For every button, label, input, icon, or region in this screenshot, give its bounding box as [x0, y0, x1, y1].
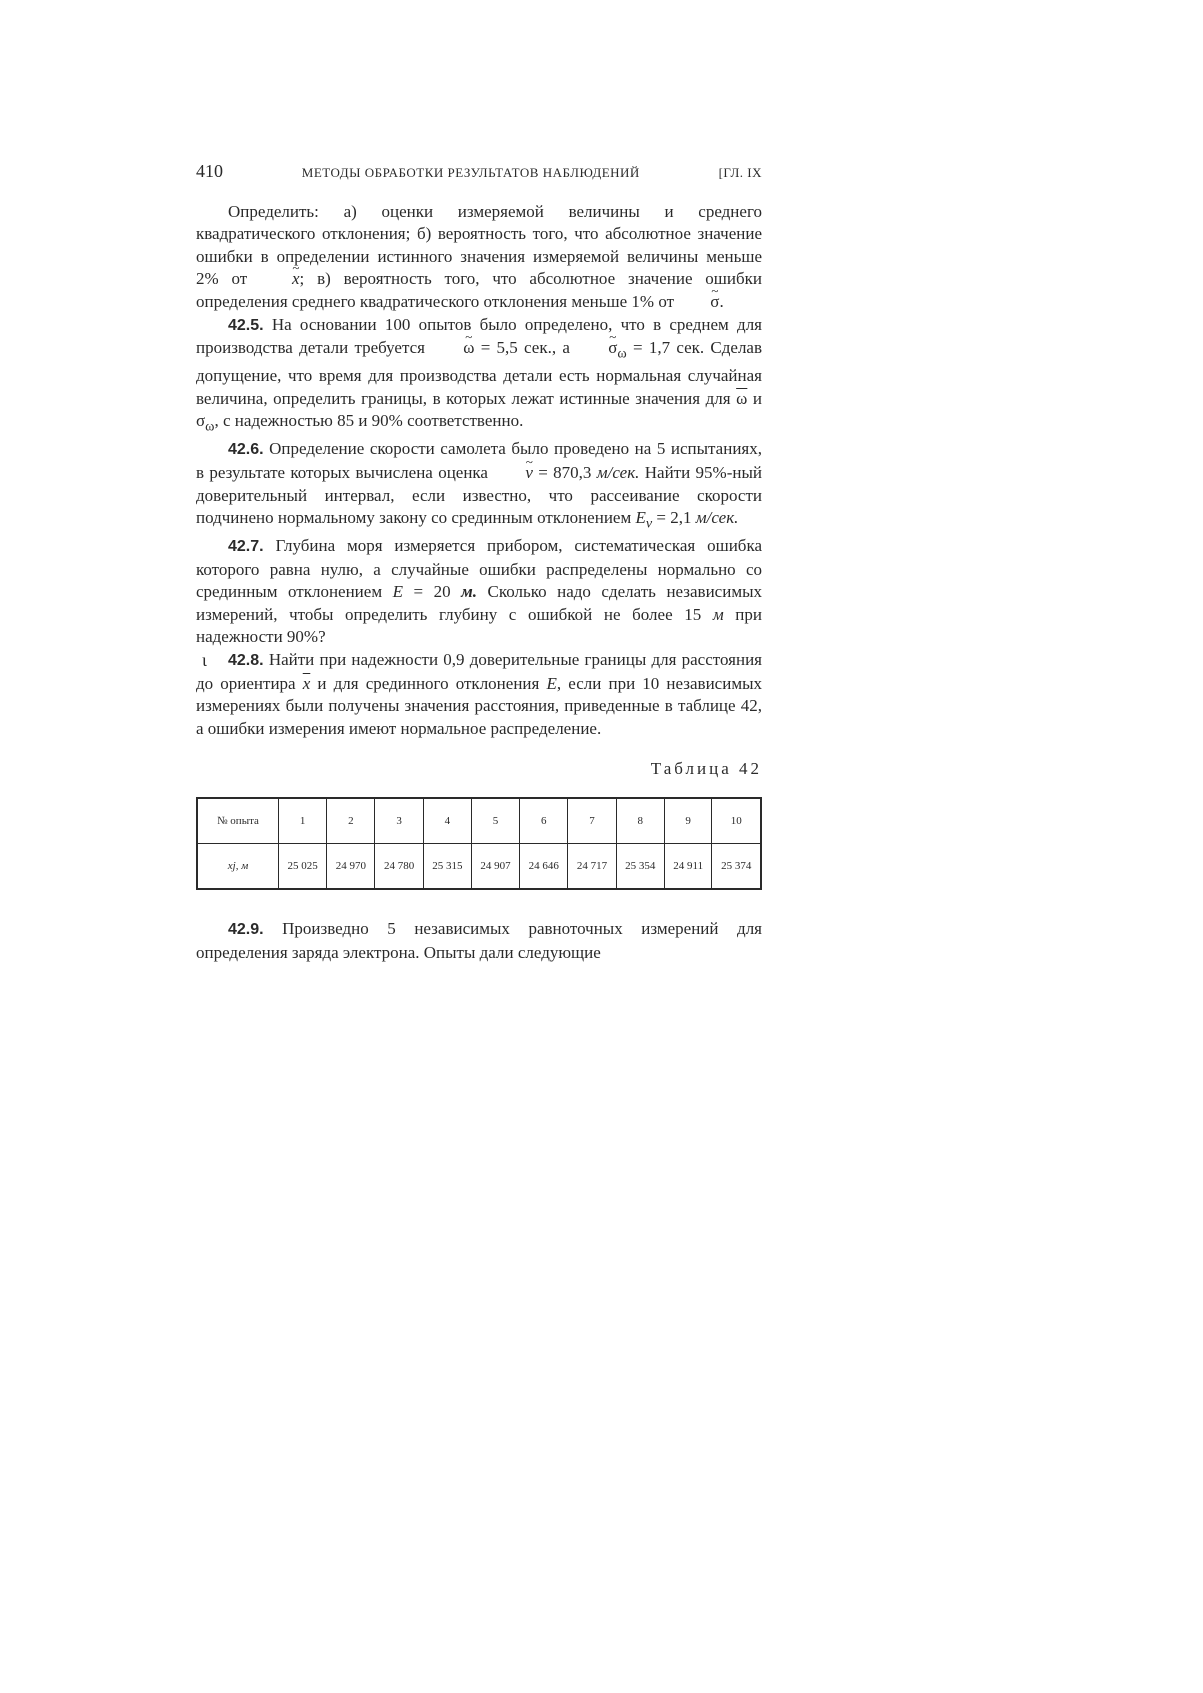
row-label: xj, м [197, 844, 279, 890]
e-symbol: E [392, 582, 403, 602]
problem-text: и для срединного отклонения [310, 673, 547, 693]
unit: м. [461, 582, 477, 602]
problem-text: Найти 95%-ный доверительный интервал, если известно, что рассеивание скорости подчинено нормальному закону со срединным отклонением [196, 462, 762, 528]
subscript: ω [617, 345, 627, 362]
problem-number: 42.5. [228, 316, 264, 334]
table-caption: Таблица 42 [650, 759, 762, 779]
problem-42-7 [196, 535, 762, 649]
intro-text-2: ; в) вероятность того, что абсолютное значение ошибки определения среднего квадратического отклонения меньше 1% от [196, 269, 763, 311]
table-cell: 7 [568, 798, 616, 844]
table-row-values [197, 844, 761, 890]
problem-42-5 [196, 314, 762, 439]
problem-text: На основании 100 опытов было определено, что в среднем для производства детали требуется [196, 314, 762, 358]
e-symbol: E [635, 508, 646, 528]
omega-estimate-symbol: ~ ω [431, 337, 474, 360]
omega-bar-symbol: $\overline{\omega}$ [736, 388, 748, 408]
problem-42-6 [196, 438, 762, 535]
problem-text: = 1,7 сек. Сделав допущение, что время для производства детали есть нормальная случайная величина, определить границы, в которых лежат истинные значения для [196, 338, 762, 408]
row-label: № опыта [197, 798, 279, 844]
problem-text: = 2,1 [652, 508, 696, 528]
table-row-experiment [197, 798, 761, 844]
unit: м/сек. [596, 462, 640, 482]
chapter-label: [ГЛ. IX [718, 165, 762, 180]
running-header [196, 160, 762, 185]
problem-text: = 5,5 сек., а [474, 338, 577, 358]
e-symbol: E [546, 673, 557, 693]
problem-text: Произведно 5 независимых равноточных измерений для определения заряда электрона. Опыты дали следующие [196, 919, 762, 962]
table-cell: 24 646 [520, 844, 568, 890]
margin-mark: ɩ [202, 650, 207, 671]
problem-text: и σ [196, 388, 762, 431]
intro-text-3: . [719, 291, 724, 311]
table-cell: 25 354 [616, 844, 664, 890]
subscript: ω [205, 418, 215, 435]
x-bar-symbol: $\overline{x}$ [302, 673, 311, 693]
problem-number: 42.8. [228, 652, 264, 670]
unit: м [712, 604, 724, 624]
table-cell: 24 780 [375, 844, 423, 890]
unit: м/сек. [695, 508, 739, 528]
table-cell: 25 374 [712, 844, 761, 890]
problem-text: , если при 10 независимых измерениях были получены значения расстояния, приведенные в таблице 42, а ошибки измерения имеют нормальное распределение. [196, 673, 762, 738]
table-cell: 25 315 [423, 844, 471, 890]
problem-text: Сколько надо сделать независимых измерений, чтобы определить глубину с ошибкой не более 15 [196, 582, 762, 624]
subscript: v [645, 515, 653, 532]
table-cell: 25 025 [279, 844, 327, 890]
x-estimate-symbol: ~ x [260, 268, 300, 291]
problem-text: = 870,3 [532, 462, 597, 482]
table-cell: 24 970 [327, 844, 375, 890]
data-table [196, 797, 762, 890]
table-cell: 1 [279, 798, 327, 844]
problem-42-8 [196, 649, 762, 740]
table-cell: 5 [471, 798, 519, 844]
page-number: 410 [196, 161, 223, 181]
sigma-symbol: ~ σ [576, 337, 617, 360]
table-cell: 8 [616, 798, 664, 844]
table-cell: 3 [375, 798, 423, 844]
table-cell: 24 717 [568, 844, 616, 890]
problem-text: при надежности 90%? [196, 604, 762, 647]
problem-number: 42.6. [228, 441, 264, 459]
sigma-estimate-symbol: ~ σ [678, 291, 719, 314]
page [196, 160, 762, 964]
table-cell: 4 [423, 798, 471, 844]
table-cell: 9 [664, 798, 712, 844]
table-cell: 24 911 [664, 844, 712, 890]
intro-text-1: Определить: а) оценки измеряемой величины и среднего квадратического отклонения; б) вероятность того, что абсолютное значение ошибки в определении истинного значения измеряемой величины меньше 2% от [196, 201, 762, 289]
intro-paragraph [196, 201, 762, 314]
problem-number: 42.7. [228, 538, 264, 556]
problem-42-9 [196, 918, 762, 964]
table-cell: 2 [327, 798, 375, 844]
problem-text: , с надежностью 85 и 90% соответственно. [214, 411, 524, 431]
v-estimate-symbol: ~ v [493, 462, 533, 485]
table-cell: 24 907 [471, 844, 519, 890]
table-cell: 10 [712, 798, 761, 844]
table-cell: 6 [520, 798, 568, 844]
problem-text: = 20 [402, 582, 462, 602]
running-title: МЕТОДЫ ОБРАБОТКИ РЕЗУЛЬТАТОВ НАБЛЮДЕНИЙ [301, 165, 640, 180]
problem-text: Найти при надежности 0,9 доверительные границы для расстояния до ориентира [196, 650, 762, 693]
problem-number: 42.9. [228, 921, 264, 939]
problem-text: Определение скорости самолета было проведено на 5 испытаниях, в результате которых вычислена оценка [196, 439, 762, 482]
problem-text: Глубина моря измеряется прибором, систематическая ошибка которого равна нулю, а случайные ошибки распределены нормально со срединным отклонением [196, 536, 762, 602]
